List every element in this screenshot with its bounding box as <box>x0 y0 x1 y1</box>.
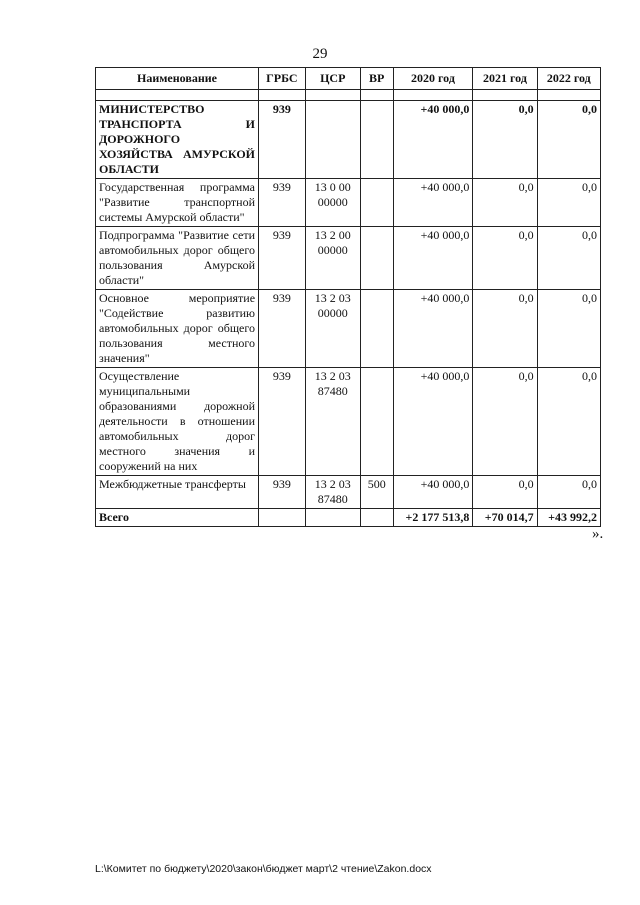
row-2020: +40 000,0 <box>393 179 473 227</box>
row-csr: 13 2 00 00000 <box>305 227 360 290</box>
row-name: Государственная программа "Развитие транспортной системы Амурской области" <box>96 179 259 227</box>
row-grbs: 939 <box>259 476 306 509</box>
closing-quote: ». <box>592 526 604 542</box>
row-name: Основное мероприятие "Содействие развитию автомобильных дорог общего пользования местного значения" <box>96 290 259 368</box>
header-csr: ЦСР <box>305 68 360 90</box>
row-2021: 0,0 <box>473 476 537 509</box>
table-row <box>96 476 601 509</box>
header-name: Наименование <box>96 68 259 90</box>
row-2022: 0,0 <box>537 476 600 509</box>
row-2022: 0,0 <box>537 101 600 179</box>
row-2021: 0,0 <box>473 101 537 179</box>
row-vr <box>360 368 393 476</box>
row-grbs: 939 <box>259 179 306 227</box>
row-vr <box>360 290 393 368</box>
row-2022: 0,0 <box>537 368 600 476</box>
row-csr: 13 2 03 87480 <box>305 368 360 476</box>
row-2021: 0,0 <box>473 179 537 227</box>
row-2022: 0,0 <box>537 179 600 227</box>
row-grbs: 939 <box>259 368 306 476</box>
table-row <box>96 101 601 179</box>
row-2020: +40 000,0 <box>393 101 473 179</box>
row-csr: 13 2 03 87480 <box>305 476 360 509</box>
total-label: Всего <box>96 509 259 527</box>
row-name: МИНИСТЕРСТВО ТРАНСПОРТА И ДОРОЖНОГО ХОЗЯЙСТВА АМУРСКОЙ ОБЛАСТИ <box>96 101 259 179</box>
table-row <box>96 368 601 476</box>
total-2022: +43 992,2 <box>537 509 600 527</box>
row-csr: 13 0 00 00000 <box>305 179 360 227</box>
table-spacer-row <box>96 90 601 101</box>
table-row <box>96 290 601 368</box>
page-number: 29 <box>312 46 328 62</box>
total-csr <box>305 509 360 527</box>
footer-file-path: L:\Комитет по бюджету\2020\закон\бюджет март\2 чтение\Zakon.docx <box>95 863 432 875</box>
table-row <box>96 227 601 290</box>
row-name: Осуществление муниципальными образованиями дорожной деятельности в отношении автомобильных дорог местного значения и сооружений на них <box>96 368 259 476</box>
row-grbs: 939 <box>259 101 306 179</box>
row-2022: 0,0 <box>537 290 600 368</box>
row-vr <box>360 179 393 227</box>
row-2021: 0,0 <box>473 290 537 368</box>
row-csr: 13 2 03 00000 <box>305 290 360 368</box>
row-2020: +40 000,0 <box>393 227 473 290</box>
row-2020: +40 000,0 <box>393 290 473 368</box>
row-2021: 0,0 <box>473 368 537 476</box>
row-csr <box>305 101 360 179</box>
header-2020: 2020 год <box>393 68 473 90</box>
row-vr <box>360 227 393 290</box>
table-header-row <box>96 68 601 90</box>
row-2020: +40 000,0 <box>393 368 473 476</box>
header-vr: ВР <box>360 68 393 90</box>
row-2021: 0,0 <box>473 227 537 290</box>
total-2020: +2 177 513,8 <box>393 509 473 527</box>
row-vr: 500 <box>360 476 393 509</box>
header-2021: 2021 год <box>473 68 537 90</box>
total-2021: +70 014,7 <box>473 509 537 527</box>
row-name: Подпрограмма "Развитие сети автомобильных дорог общего пользования Амурской области" <box>96 227 259 290</box>
header-2022: 2022 год <box>537 68 600 90</box>
row-2020: +40 000,0 <box>393 476 473 509</box>
total-grbs <box>259 509 306 527</box>
table-row <box>96 179 601 227</box>
row-2022: 0,0 <box>537 227 600 290</box>
table-total-row <box>96 509 601 527</box>
row-grbs: 939 <box>259 290 306 368</box>
budget-table <box>95 67 601 527</box>
row-name: Межбюджетные трансферты <box>96 476 259 509</box>
total-vr <box>360 509 393 527</box>
row-grbs: 939 <box>259 227 306 290</box>
header-grbs: ГРБС <box>259 68 306 90</box>
row-vr <box>360 101 393 179</box>
